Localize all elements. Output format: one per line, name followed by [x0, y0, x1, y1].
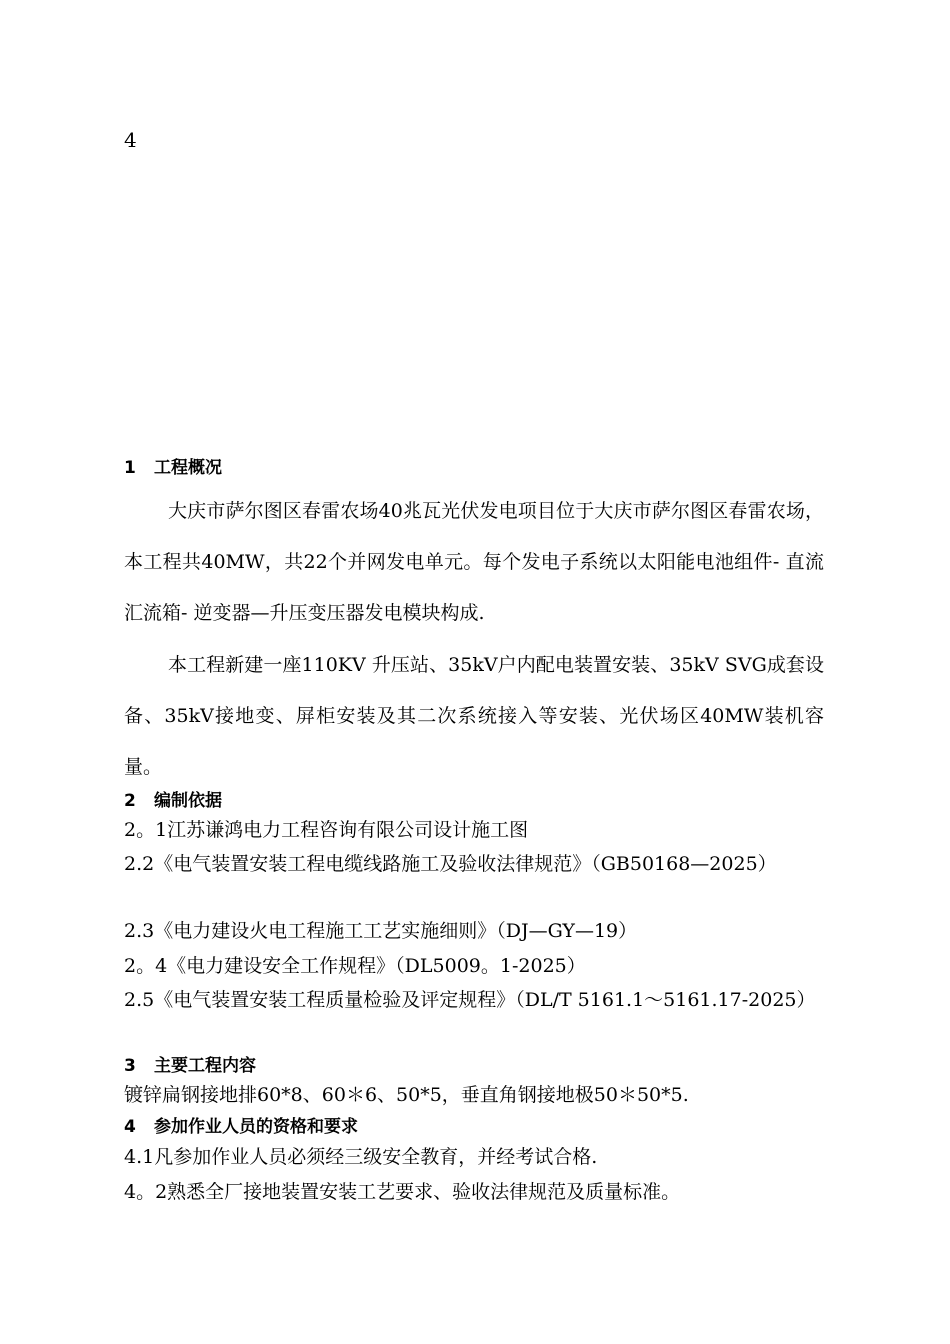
section-2-number: 2: [124, 791, 136, 811]
reference-item: 2。1江苏谦鸿电力工程咨询有限公司设计施工图: [124, 819, 529, 841]
section-1-number: 1: [124, 458, 136, 478]
section-3-heading: [124, 1054, 256, 1078]
section-3-text: 镀锌扁钢接地排60*8、60＊6、50*5，垂直角钢接地极50＊50*5.: [124, 1084, 689, 1106]
reference-item: 2。4《电力建设安全工作规程》（DL5009。1-2025）: [124, 955, 586, 977]
section-4-number: 4: [124, 1117, 136, 1137]
reference-item: 2.5《电气装置安装工程质量检验及评定规程》（DL/T 5161.1～5161.17-2025）: [124, 989, 816, 1011]
section-1-heading: [124, 456, 222, 480]
reference-item: 2.2《电气装置安装工程电缆线路施工及验收法律规范》（GB50168—2025）: [124, 853, 777, 875]
requirement-item: 4.1凡参加作业人员必须经三级安全教育，并经考试合格.: [124, 1146, 598, 1168]
section-4-heading: [124, 1115, 358, 1139]
requirement-item: 4。2熟悉全厂接地装置安装工艺要求、验收法律规范及质量标准。: [124, 1181, 681, 1203]
page-number: 4: [124, 128, 137, 152]
section-3-number: 3: [124, 1056, 136, 1076]
section-4-title: 参加作业人员的资格和要求: [154, 1117, 358, 1137]
section-2-title: 编制依据: [154, 791, 222, 811]
reference-item: 2.3《电力建设火电工程施工工艺实施细则》（DJ—GY—19）: [124, 920, 638, 942]
section-1-paragraph-2: 本工程新建一座110KV 升压站、35kV户内配电装置安装、35kV SVG成套设备、35kV接地变、屏柜安装及其二次系统接入等安装、光伏场区40MW装机容量。: [124, 654, 824, 778]
section-1-title: 工程概况: [154, 458, 222, 478]
section-2-heading: [124, 789, 222, 813]
section-3-title: 主要工程内容: [154, 1056, 256, 1076]
section-1-paragraph-1: 大庆市萨尔图区春雷农场40兆瓦光伏发电项目位于大庆市萨尔图区春雷农场，本工程共40MW，共22个并网发电单元。每个发电子系统以太阳能电池组件- 直流汇流箱- 逆变器—升压变压器发电模块构成.: [124, 500, 824, 624]
